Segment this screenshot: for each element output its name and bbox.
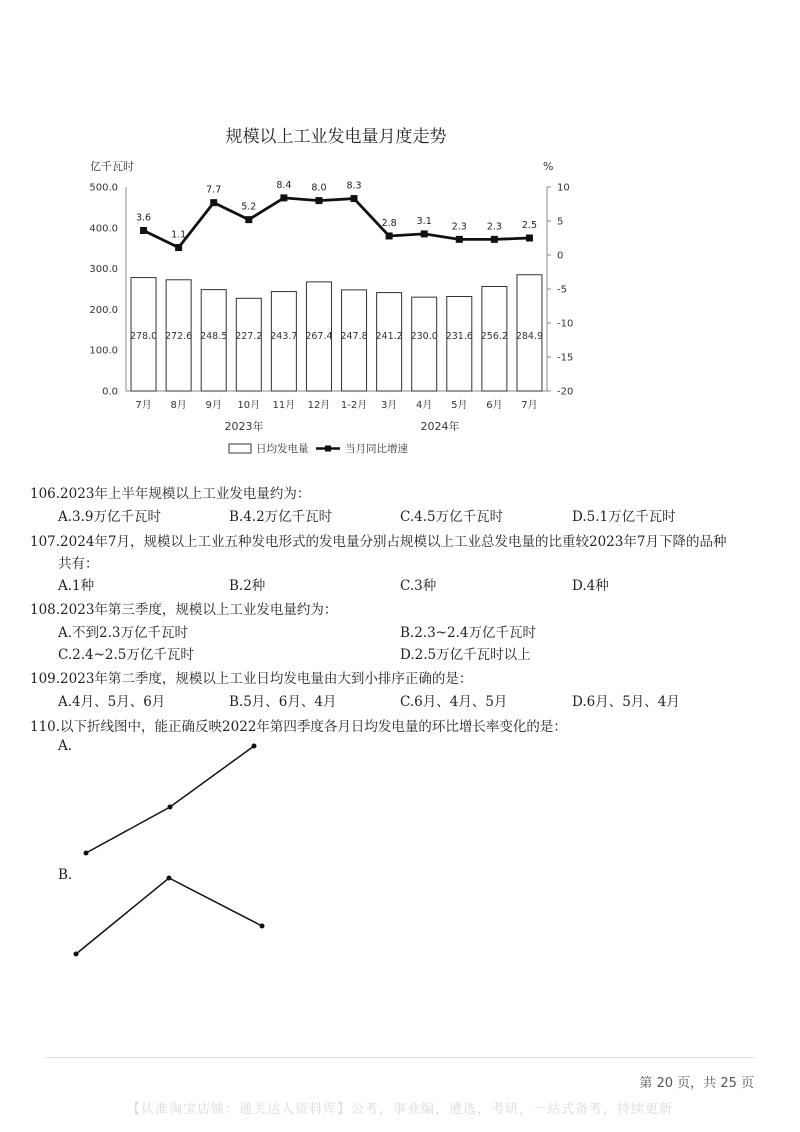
option-a-point [168, 805, 173, 810]
right-tick-label: 10 [557, 182, 570, 194]
category-label: 7月 [521, 400, 538, 411]
growth-value-label: 3.6 [135, 212, 152, 224]
legend-bar-label: 日均发电量 [256, 443, 309, 455]
right-tick-label: -5 [557, 284, 567, 296]
bar-value-label: 248.5 [200, 331, 228, 342]
q107-option-b[interactable]: B.2种 [229, 578, 266, 594]
growth-marker [351, 195, 358, 202]
question-109-stem: 109.2023年第二季度，规模以上工业日均发电量由大到小排序正确的是： [30, 671, 473, 687]
q106-option-c[interactable]: C.4.5万亿千瓦时 [400, 509, 504, 525]
right-tick-label: 0 [557, 250, 564, 262]
page-number: 第 20 页，共 25 页 [639, 1076, 754, 1091]
power-generation-chart [0, 0, 800, 470]
year-label-2023: 2023年 [224, 420, 264, 433]
watermark-text: 【认准淘宝店铺：通关达人资料库】公考，事业编，遴选，考研，一站式备考，持续更新 [126, 1102, 673, 1117]
left-tick-label: 300.0 [89, 264, 118, 276]
bar-value-label: 230.0 [410, 331, 438, 342]
growth-value-label: 2.8 [381, 217, 397, 229]
category-label: 11月 [272, 400, 296, 411]
category-label: 4月 [416, 400, 433, 411]
legend-bar-swatch [229, 444, 251, 453]
bar-value-label: 284.9 [515, 331, 544, 342]
left-axis-ticks [89, 183, 118, 398]
year-label-2024: 2024年 [420, 420, 460, 433]
chart-title: 规模以上工业发电量月度走势 [225, 127, 447, 147]
growth-value-labels [136, 180, 537, 241]
bar-value-label: 272.6 [165, 331, 193, 342]
growth-value-label: 2.3 [486, 221, 502, 233]
right-tick-label: -10 [557, 318, 574, 330]
q110-option-b-line-chart[interactable] [0, 870, 800, 970]
category-labels [135, 399, 537, 411]
bar-value-label: 247.8 [340, 331, 368, 342]
bar [236, 298, 261, 391]
growth-marker [456, 236, 463, 243]
growth-marker [421, 230, 428, 237]
category-label: 6月 [486, 400, 503, 411]
left-tick-label: 0.0 [102, 386, 118, 398]
q109-option-d[interactable]: D.6月、5月、4月 [572, 694, 680, 710]
q109-option-b[interactable]: B.5月、6月、4月 [229, 694, 337, 710]
right-axis-ticks [547, 183, 573, 398]
question-106-stem: 106.2023年上半年规模以上工业发电量约为： [30, 486, 311, 502]
growth-value-label: 8.4 [276, 179, 292, 191]
category-label: 9月 [205, 400, 222, 411]
legend-line-label: 当月同比增速 [345, 443, 408, 455]
growth-marker [175, 244, 182, 251]
category-label: 8月 [170, 400, 187, 411]
legend [229, 442, 408, 455]
right-tick-label: -15 [557, 352, 574, 364]
bar-value-label: 267.4 [305, 331, 333, 342]
bar-value-label: 243.7 [270, 331, 298, 342]
bar-value-label: 241.2 [375, 331, 403, 342]
left-tick-label: 100.0 [89, 345, 118, 357]
q107-option-d[interactable]: D.4种 [572, 578, 609, 594]
growth-marker [491, 236, 498, 243]
category-label: 5月 [451, 400, 468, 411]
category-label: 7月 [135, 400, 152, 411]
growth-value-label: 1.1 [171, 229, 187, 241]
question-110-stem: 110.以下折线图中，能正确反映2022年第四季度各月日均发电量的环比增长率变化的是： [30, 719, 567, 735]
growth-value-label: 8.3 [346, 180, 362, 192]
growth-value-label: 2.3 [451, 221, 467, 233]
growth-marker [245, 216, 252, 223]
growth-value-label: 3.1 [416, 215, 432, 227]
q108-option-c[interactable]: C.2.4~2.5万亿千瓦时 [58, 647, 194, 663]
growth-marker [280, 194, 287, 201]
option-a-point [84, 851, 89, 856]
bar-value-label: 256.2 [480, 331, 508, 342]
option-b-line [76, 878, 262, 954]
question-108-stem: 108.2023年第三季度，规模以上工业发电量约为： [30, 602, 338, 618]
option-b-point [74, 952, 79, 957]
growth-marker [526, 235, 533, 242]
option-a-point [252, 744, 257, 749]
bar-value-labels [130, 331, 543, 342]
q106-option-d[interactable]: D.5.1万亿千瓦时 [572, 509, 676, 525]
q107-option-a[interactable]: A.1种 [58, 578, 95, 594]
growth-value-label: 7.7 [206, 184, 222, 196]
option-a-line [86, 746, 254, 853]
category-label: 12月 [307, 400, 331, 411]
left-tick-label: 500.0 [89, 182, 118, 194]
option-b-point [260, 924, 265, 929]
right-tick-label: -20 [557, 386, 574, 398]
right-tick-label: 5 [557, 216, 564, 228]
growth-marker [210, 199, 217, 206]
growth-value-label: 5.2 [241, 201, 257, 213]
growth-value-label: 2.5 [521, 220, 538, 231]
footer-divider [45, 1057, 755, 1058]
legend-line-marker [325, 446, 331, 452]
q106-option-b[interactable]: B.4.2万亿千瓦时 [229, 509, 333, 525]
question-107-stem-cont: 共有： [58, 556, 99, 572]
q108-option-d[interactable]: D.2.5万亿千瓦时以上 [400, 647, 531, 663]
growth-marker [315, 197, 322, 204]
q110-option-b[interactable]: B. [58, 867, 73, 883]
q110-option-a[interactable]: A. [58, 738, 73, 754]
q109-option-a[interactable]: A.4月、5月、6月 [58, 694, 166, 710]
option-b-point [167, 876, 172, 881]
category-label: 3月 [380, 400, 398, 411]
bar-value-label: 278.0 [129, 331, 158, 342]
bar-value-label: 227.2 [235, 331, 263, 342]
growth-line [144, 198, 530, 248]
bar-value-label: 231.6 [445, 331, 473, 342]
category-label: 1-2月 [340, 400, 368, 411]
q109-option-c[interactable]: C.6月、4月、5月 [400, 694, 508, 710]
right-axis-unit: % [543, 160, 554, 173]
left-axis-unit: 亿千瓦时 [90, 160, 134, 173]
q108-option-a[interactable]: A.不到2.3万亿千瓦时 [58, 625, 189, 641]
category-label: 10月 [237, 400, 261, 411]
question-107-stem: 107.2024年7月，规模以上工业五种发电形式的发电量分别占规模以上工业总发电量的比重较2023年7月下降的品种 [30, 534, 727, 550]
bar [412, 297, 437, 391]
growth-marker [386, 232, 393, 239]
left-tick-label: 200.0 [89, 304, 118, 316]
growth-marker [140, 227, 147, 234]
bar [447, 297, 472, 391]
growth-value-label: 8.0 [311, 182, 327, 194]
q108-option-b[interactable]: B.2.3~2.4万亿千瓦时 [400, 625, 536, 641]
left-tick-label: 400.0 [89, 223, 118, 235]
q110-option-a-line-chart[interactable] [0, 730, 800, 870]
q107-option-c[interactable]: C.3种 [400, 578, 437, 594]
q106-option-a[interactable]: A.3.9万亿千瓦时 [58, 509, 162, 525]
